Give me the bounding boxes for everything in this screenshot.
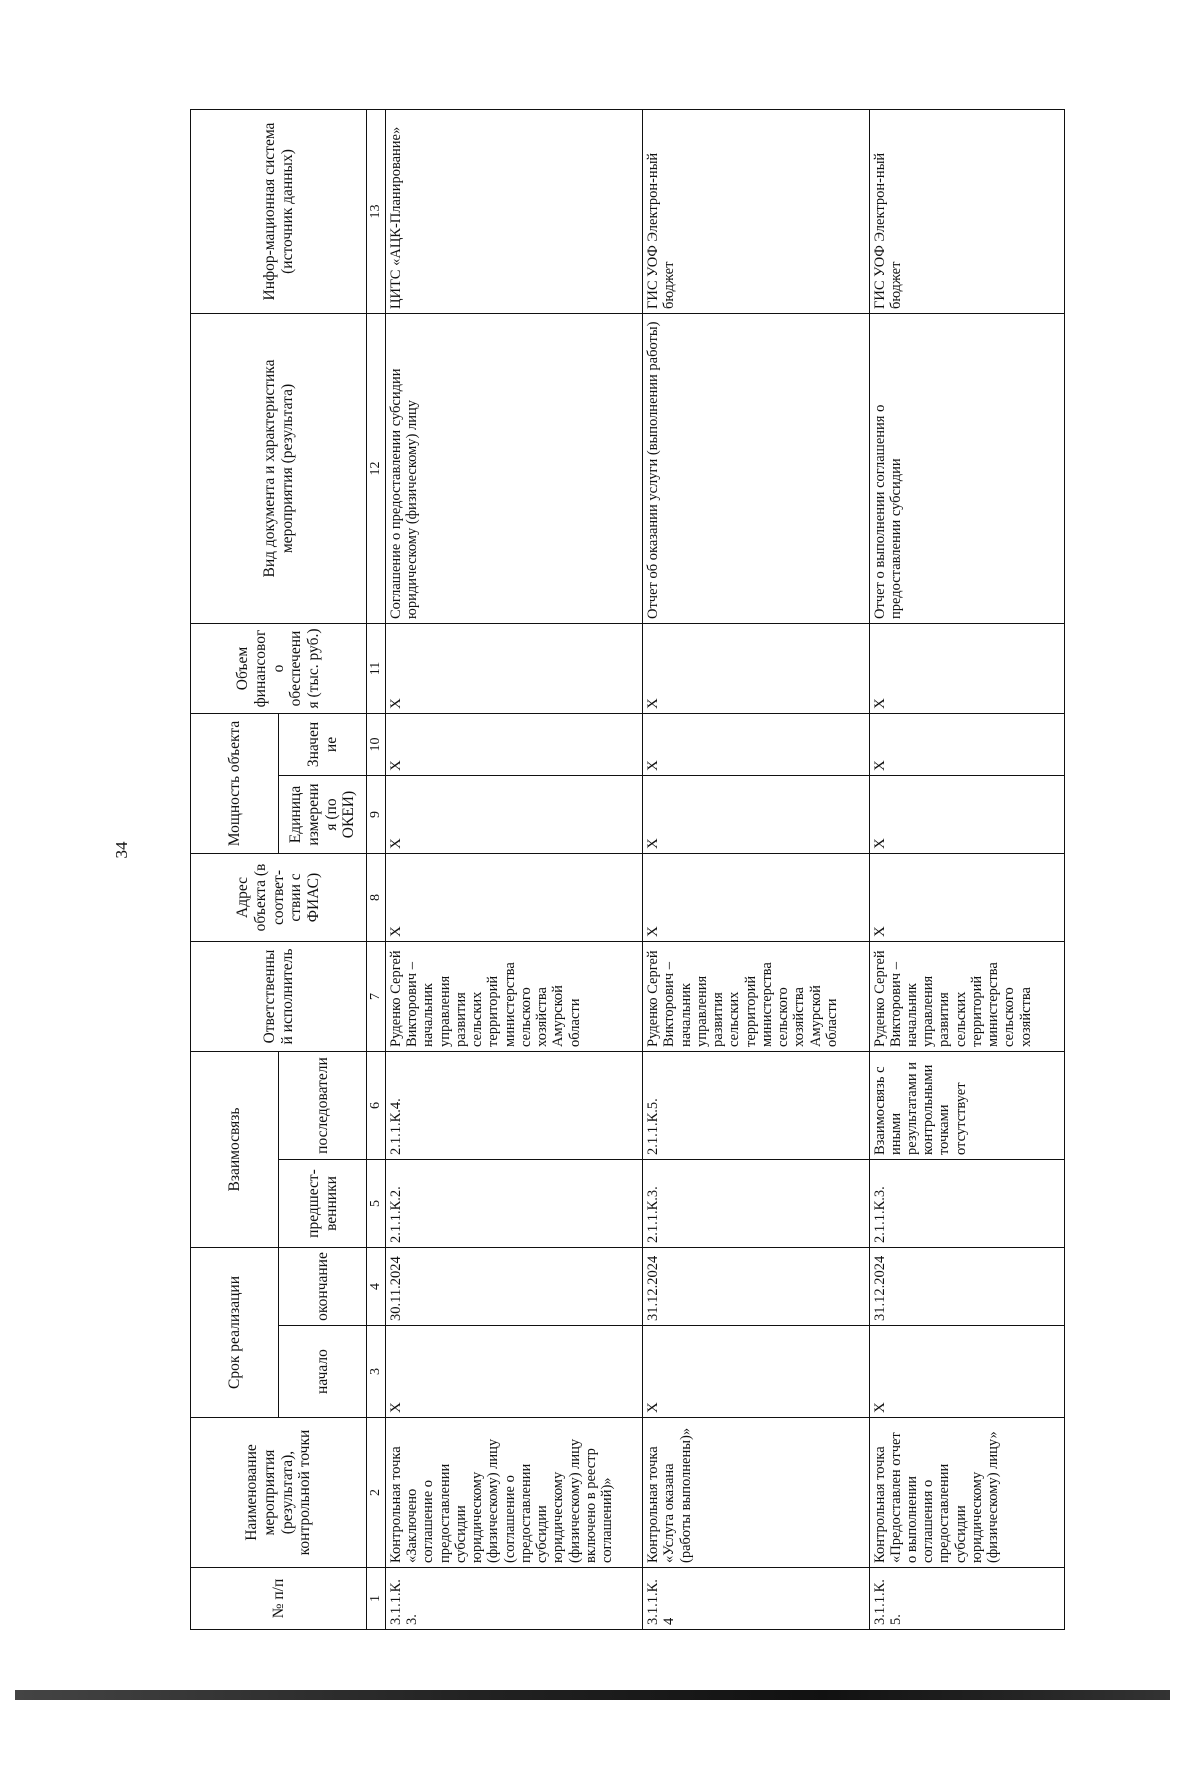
table-row	[869, 110, 1064, 1630]
header-succ: последователи	[279, 1052, 367, 1160]
header-period: Срок реализации	[191, 1248, 279, 1418]
plan-table	[190, 109, 1065, 1630]
row-name: Контрольная точка «Услуга оказана (работы выполнены)»	[643, 1418, 869, 1568]
column-number-row	[367, 110, 386, 1630]
header-link: Взаимосвязь	[191, 1052, 279, 1248]
col-number: 10	[367, 714, 386, 776]
row-addr: X	[386, 854, 643, 942]
row-end: 31.12.2024	[643, 1248, 869, 1326]
col-number: 13	[367, 110, 386, 314]
col-number: 12	[367, 314, 386, 624]
rotated-table-container	[190, 110, 1065, 1630]
col-number: 3	[367, 1326, 386, 1418]
row-start: X	[386, 1326, 643, 1418]
row-resp: Руденко Сергей Викторович – начальник управления развития сельских территорий министерства сельского хозяйства Амурской области	[643, 942, 869, 1052]
row-value: X	[643, 714, 869, 776]
row-unit: X	[869, 776, 1064, 854]
row-num: 3.1.1.К.3.	[386, 1568, 643, 1630]
row-pred: 2.1.1.К.2.	[386, 1160, 643, 1248]
header-addr: Адрес объекта (в соответ-ствии с ФИАС)	[191, 854, 367, 942]
header-end: окончание	[279, 1248, 367, 1326]
table-row	[386, 110, 643, 1630]
row-addr: X	[643, 854, 869, 942]
row-succ: Взаимосвязь с иными результатами и контрольными точками отсутствует	[869, 1052, 1064, 1160]
header-doc: Вид документа и характеристика мероприятия (результата)	[191, 314, 367, 624]
col-number: 1	[367, 1568, 386, 1630]
row-unit: X	[386, 776, 643, 854]
header-finance: Объем финансового обеспечения (тыс. руб.)	[191, 624, 367, 714]
row-info: ЦИТС «АЦК-Планирование»	[386, 110, 643, 314]
row-succ: 2.1.1.К.4.	[386, 1052, 643, 1160]
row-pred: 2.1.1.К.3.	[869, 1160, 1064, 1248]
header-power: Мощность объекта	[191, 714, 279, 854]
col-number: 4	[367, 1248, 386, 1326]
row-num: 3.1.1.К.4	[643, 1568, 869, 1630]
row-name: Контрольная точка «Предоставлен отчет о выполнении соглашения о предоставлении субсидии юридическому (физическому) лицу»	[869, 1418, 1064, 1568]
row-info: ГИС УОФ Электрон-ный бюджет	[869, 110, 1064, 314]
row-num: 3.1.1.К.5.	[869, 1568, 1064, 1630]
row-value: X	[869, 714, 1064, 776]
row-name: Контрольная точка «Заключено соглашение о предоставлении субсидии юридическому (физическому) лицу (соглашение о предоставлении субсидии юридическому (физическому) лицу включено в реестр соглашений)»	[386, 1418, 643, 1568]
col-number: 2	[367, 1418, 386, 1568]
col-number: 8	[367, 854, 386, 942]
header-name: Наименование мероприятия (результата), контрольной точки	[191, 1418, 367, 1568]
col-number: 9	[367, 776, 386, 854]
row-end: 30.11.2024	[386, 1248, 643, 1326]
header-info: Инфор-мационная система (источник данных)	[191, 110, 367, 314]
header-value: Значение	[279, 714, 367, 776]
col-number: 11	[367, 624, 386, 714]
row-start: X	[643, 1326, 869, 1418]
row-resp: Руденко Сергей Викторович – начальник управления развития сельских территорий министерства сельского хозяйства	[869, 942, 1064, 1052]
col-number: 5	[367, 1160, 386, 1248]
row-resp: Руденко Сергей Викторович – начальник управления развития сельских территорий министерства сельского хозяйства Амурской области	[386, 942, 643, 1052]
header-unit: Единица измерения (по ОКЕИ)	[279, 776, 367, 854]
header-row-1	[191, 110, 279, 1630]
row-value: X	[386, 714, 643, 776]
header-num: № п/п	[191, 1568, 367, 1630]
scan-edge-bar	[15, 1690, 1170, 1700]
header-resp: Ответственный исполнитель	[191, 942, 367, 1052]
row-doc: Отчет об оказании услуги (выполнении работы)	[643, 314, 869, 624]
page-number: 34	[112, 841, 131, 859]
header-start: начало	[279, 1326, 367, 1418]
row-addr: X	[869, 854, 1064, 942]
row-info: ГИС УОФ Электрон-ный бюджет	[643, 110, 869, 314]
row-pred: 2.1.1.К.3.	[643, 1160, 869, 1248]
col-number: 7	[367, 942, 386, 1052]
row-start: X	[869, 1326, 1064, 1418]
row-unit: X	[643, 776, 869, 854]
row-end: 31.12.2024	[869, 1248, 1064, 1326]
row-doc: Отчет о выполнении соглашения о предоставлении субсидии	[869, 314, 1064, 624]
row-succ: 2.1.1.К.5.	[643, 1052, 869, 1160]
col-number: 6	[367, 1052, 386, 1160]
row-finance: X	[869, 624, 1064, 714]
row-finance: X	[643, 624, 869, 714]
row-doc: Соглашение о предоставлении субсидии юридическому (физическому) лицу	[386, 314, 643, 624]
row-finance: X	[386, 624, 643, 714]
table-row	[643, 110, 869, 1630]
header-pred: предшест-венники	[279, 1160, 367, 1248]
